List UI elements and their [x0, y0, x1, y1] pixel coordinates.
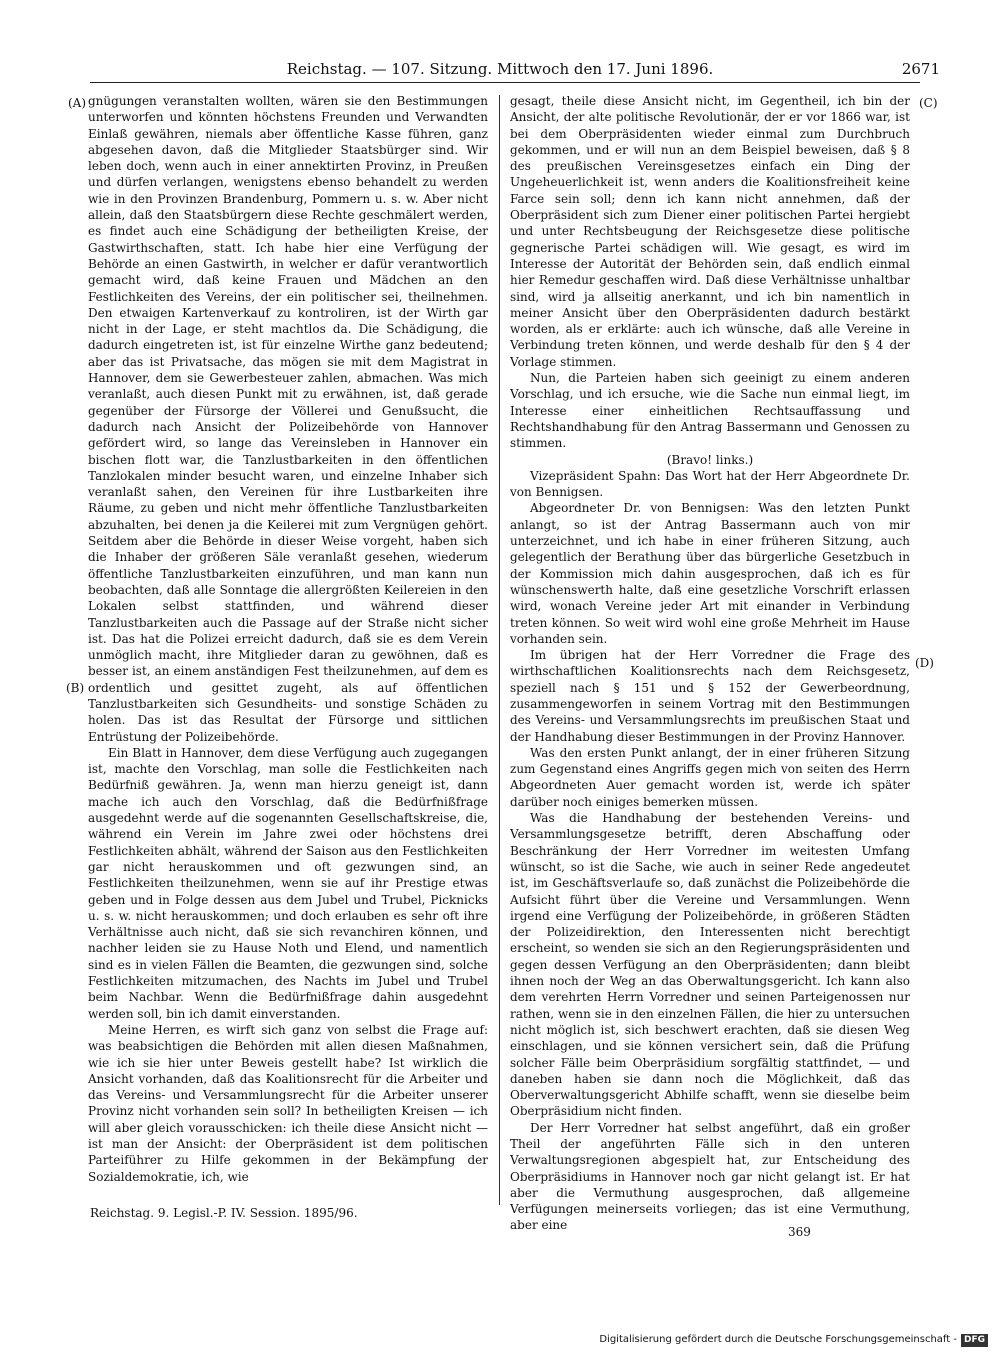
- paragraph: Was den ersten Punkt anlangt, der in einer früheren Sitzung zum Gegenstand eines Angriffs gegen mich von seiten des Herrn Abgeordneten Auer gemacht worden ist, werde ich später darüber noch einiges bemerken müssen.: [510, 745, 910, 809]
- margin-letter-a: (A): [68, 96, 87, 110]
- header-title: Reichstag. — 107. Sitzung. Mittwoch den 17. Juni 1896.: [286, 60, 714, 78]
- paragraph: Was die Handhabung der bestehenden Vereins- und Versammlungsgesetze betrifft, deren Abschaffung oder Beschränkung der Herr Vorredner im weitesten Umfang wünscht, so ist die Sache, wie auch in seiner Rede angedeutet ist, im Geschäftsverlaufe so, daß zunächst die Polizeibehörde die Aufsicht führt über die Vereine und Versammlungen. Wenn irgend eine Verfügung der Polizeibehörde, in größeren Städten der Polizeidirektion, den Interessenten nicht berechtigt erscheint, so wenden sie sich an den Regierungspräsidenten und gegen dessen Verfügung an den Oberpräsidenten; dann bleibt ihnen noch der Weg an das Oberwaltungsgericht. Ich kann also dem verehrten Herrn Vorredner und seinen Parteigenossen nur rathen, wenn sie in den einzelnen Fällen, die hier zu untersuchen nicht möglich ist, sich beschwert erachten, daß sie diesen Weg einschlagen, und sie können versichert sein, daß die Prüfung solcher Fälle beim Oberpräsidium sorgfältig stattfindet, — und daneben haben sie dann noch die Möglichkeit, daß das Oberverwaltungsgericht Abhilfe schafft, wenn sie dieselbe beim Oberpräsidium nicht finden.: [510, 811, 910, 1119]
- margin-letter-c: (C): [919, 96, 938, 110]
- page-header: [60, 58, 940, 80]
- header-rule: [90, 82, 920, 83]
- paragraph: Der Herr Vorredner hat selbst angeführt, daß ein großer Theil der angeführten Fälle sich in den unteren Verwaltungsregionen abgespielt hat, zur Entscheidung des Oberpräsidiums in Hannover noch gar nicht gelangt ist. Er hat aber die Vermuthung ausgesprochen, daß allgemeine Verfügungen meinerseits vorliegen; das ist eine Vermuthung, aber eine: [510, 1120, 910, 1233]
- credit-text: Digitalisierung gefördert durch die Deutsche Forschungsgemeinschaft -: [599, 1334, 957, 1345]
- footer-session-line: Reichstag. 9. Legisl.-P. IV. Session. 1895/96.: [90, 1206, 358, 1220]
- dfg-logo: DFG: [961, 1334, 988, 1347]
- margin-letter-d: (D): [915, 656, 934, 670]
- footer-sheet-number: 369: [788, 1225, 811, 1239]
- applause-note: (Bravo! links.): [666, 452, 754, 467]
- digitization-credit: [599, 1333, 988, 1347]
- header-page-number: 2671: [901, 60, 940, 78]
- margin-letter-b: (B): [66, 681, 85, 695]
- left-column: [88, 93, 488, 1185]
- paragraph: Ein Blatt in Hannover, dem diese Verfügung auch zugegangen ist, machte den Vorschlag, man solle die Festlichkeiten nach Bedürfniß gewähren. Ja, wenn man hierzu geneigt ist, dann mache ich auch den Vorschlag, daß die Bedürfnißfrage ausgedehnt werde auf die sogenannten Gesellschaftskreise, die, während ein Verein im Jahre zwei oder höchstens drei Festlichkeiten abhält, während der Saison aus den Festlichkeiten gar nicht herauskommen und oft gezwungen sind, an Festlichkeiten theilzunehmen, wenn sie auf ihr Prestige etwas geben und in Folge dessen aus dem Jubel und Trubel, Picknicks u. s. w. nicht herauskommen; und doch erlauben es sehr oft ihre Verhältnisse auch nicht, daß sie sich revanchiren können, und nachher leiden sie zu Hause Noth und Elend, und namentlich sind es in vielen Fällen die Beamten, die gezwungen sind, solche Festlichkeiten mitzumachen, des Nachts im Jubel und Trubel beim Nachbar. Wenn die Bedürfnißfrage dahin ausgedehnt werden soll, bin ich damit einverstanden.: [88, 745, 488, 1021]
- right-column: [510, 93, 910, 1234]
- paragraph: gesagt, theile diese Ansicht nicht, im Gegentheil, ich bin der Ansicht, der alte politische Revolutionär, der er vor 1866 war, ist bei dem Oberpräsidenten wieder einmal zum Durchbruch gekommen, und er will nun an dem Beispiel beweisen, daß § 8 des preußischen Vereinsgesetzes einfach ein Ding der Ungeheuerlichkeit ist, wenn anders die Koalitionsfreiheit keine Farce sein soll; denn ich kann nicht annehmen, daß der Oberpräsident sich zum Diener einer politischen Partei hergiebt und unter Rechtsbeugung der Reichsgesetze diese politische gegnerische Partei schädigen will. Wie gesagt, es wird im Interesse der Autorität der Behörden sein, daß endlich einmal hier Remedur geschaffen wird. Daß diese Verhältnisse unhaltbar sind, wird ja allseitig anerkannt, und ich bin namentlich in meiner Ansicht über den Oberpräsidenten dadurch bestärkt worden, als er erklärte: auch ich wünsche, daß alle Vereine in Verbindung treten können, und werde deshalb für den § 4 der Vorlage stimmen.: [510, 94, 910, 369]
- paragraph: gnügungen veranstalten wollten, wären sie den Bestimmungen unterworfen und könnten höchstens Freunden und Verwandten Einlaß gewähren, niemals aber öffentliche Kasse führen, ganz abgesehen davon, daß die Mitglieder Staatsbürger sind. Wir leben doch, wenn auch in einer annektirten Provinz, in Preußen und dürfen verlangen, wenigstens ebenso behandelt zu werden wie in den Provinzen Brandenburg, Pommern u. s. w. Aber nicht allein, daß den Staatsbürgern diese Rechte geschmälert werden, es findet auch eine Schädigung der betheiligten Kreise, der Gastwirthschaften, statt. Ich habe hier eine Verfügung der Behörde an einen Gastwirth, in welcher er dafür verantwortlich gemacht wird, daß keine Frauen und Mädchen an den Festlichkeiten des Vereins, der ein politischer sei, theilnehmen. Den etwaigen Kartenverkauf zu kontroliren, ist der Wirth gar nicht in der Lage, er steht machtlos da. Die Schädigung, die dadurch eingetreten ist, ist für einzelne Wirthe ganz bedeutend; aber das ist Privatsache, das mögen sie mit dem Magistrat in Hannover, dem sie Gewerbesteuer zahlen, abmachen. Was mich veranlaßt, auch diesen Punkt mit zu erwähnen, ist, daß gerade gegenüber der Fürsorge der Völlerei und Genußsucht, die dadurch nach Ansicht der Polizeibehörde von Hannover gefördert wird, so lange das Vereinsleben in Hannover ein bischen flott war, die Tanzlustbarkeiten in den öffentlichen Tanzlokalen minder besucht waren, und einzelne Inhaber sich veranlaßt sahen, den Vereinen für ihre Lustbarkeiten ihre Räume, zu geben und nicht mehr öffentliche Tanzlustbarkeiten abzuhalten, bei denen ja die Keilerei mit zum Vergnügen gehört. Seitdem aber die Behörde in dieser Weise vorgeht, haben sich die Inhaber der größeren Säle veranlaßt gesehen, wiederum öffentliche Tanzlustbarkeiten einzuführen, und man kann nun beobachten, daß alle Sonntage die allergrößten Keilereien in den Lokalen selbst stattfinden, und während dieser Tanzlustbarkeiten auch die Passage auf der Straße nicht sicher ist. Das hat die Polizei erreicht dadurch, daß sie es dem Verein unmöglich macht, ihre Mitglieder daran zu gewöhnen, daß es besser ist, an einem anständigen Fest theilzunehmen, auf dem es ordentlich und gesittet zugeht, als auf öffentlichen Tanzlustbarkeiten sich Gesundheits- und sonstige Schäden zu holen. Das ist das Resultat der Fürsorge und sittlichen Entrüstung der Polizeibehörde.: [88, 94, 488, 744]
- paragraph: Nun, die Parteien haben sich geeinigt zu einem anderen Vorschlag, und ich ersuche, wie die Sache nun einmal liegt, im Interesse einer einheitlichen Rechtsauffassung und Rechtshandhabung für den Antrag Bassermann und Genossen zu stimmen.: [510, 371, 910, 451]
- speaker-paragraph: Abgeordneter Dr. von Bennigsen: Was den letzten Punkt anlangt, so ist der Antrag Bassermann auch von mir unterzeichnet, und ich habe in einer früheren Sitzung, auch gelegentlich der Berathung über das bürgerliche Gesetzbuch in der Kommission mich dahin ausgesprochen, daß ich es für wünschenswerth halte, daß eine gesetzliche Vorschrift erlassen wird, wonach Vereine jeder Art mit einander in Verbindung treten können. So weit wird wohl eine große Mehrheit im Hause vorhanden sein.: [510, 501, 910, 646]
- paragraph: Im übrigen hat der Herr Vorredner die Frage des wirthschaftlichen Koalitionsrechts nach dem Reichsgesetz, speziell nach § 151 und § 152 der Gewerbeordnung, zusammengeworfen in seinem Vortrag mit den Bestimmungen des Vereins- und Versammlungsrechts im preußischen Staat und der Handhabung dieser Bestimmungen in der Provinz Hannover.: [510, 648, 910, 744]
- paragraph: Meine Herren, es wirft sich ganz von selbst die Frage auf: was beabsichtigen die Behörden mit allen diesen Maßnahmen, wie ich sie hier unter Beweis gestellt habe? Ist wirklich die Ansicht vorhanden, daß das Koalitionsrecht für die Arbeiter und das Vereins- und Versammlungsrecht für die Arbeiter unserer Provinz nicht vorhanden sein soll? In betheiligten Kreisen — ich will aber gleich vorausschicken: ich theile diese Ansicht nicht — ist man der Ansicht: der Oberpräsident ist dem politischen Parteiführer zu Hilfe gekommen in der Bekämpfung der Sozialdemokratie, ich, wie: [88, 1022, 488, 1184]
- column-divider: [499, 95, 500, 1205]
- speaker-paragraph: Vizepräsident Spahn: Das Wort hat der Herr Abgeordnete Dr. von Bennigsen.: [510, 468, 910, 500]
